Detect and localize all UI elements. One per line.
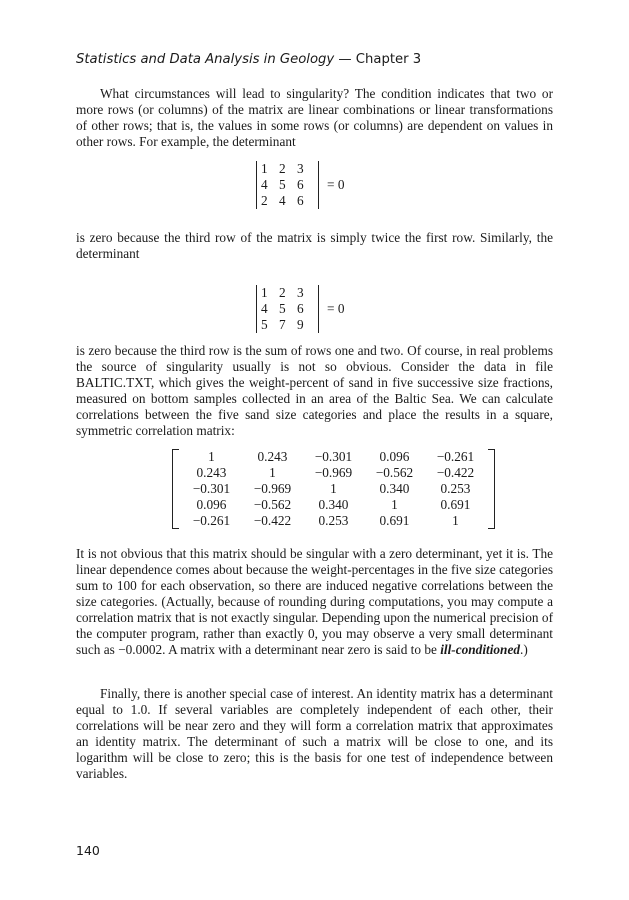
det-cell: 7 (279, 317, 286, 332)
paragraph-identity-matrix: Finally, there is another special case of interest. An identity matrix has a determinant equal to 1.0. If several variables are completely independent of each other, their correlations will be near zero and they will form a correlation matrix that approximates an identity matrix. The determinant of such a matrix will be close to one, and its logarithm will be close to zero; this is the basis for one test of independence between variables. (76, 686, 553, 781)
det-cell: 5 (279, 301, 286, 316)
det-row (261, 161, 315, 177)
matrix-cell: 1 (330, 481, 337, 496)
det-row (261, 285, 315, 301)
det-cell: 9 (297, 317, 304, 332)
matrix-cell: 1 (391, 497, 398, 512)
paragraph-ill-conditioned (76, 546, 553, 658)
matrix-cell: −0.562 (375, 465, 414, 480)
det-cell: 2 (279, 285, 286, 300)
paragraph-singularity: What circumstances will lead to singularity? The condition indicates that two or more rows (or columns) of the matrix are linear combinations or linear transformations of other rows; that is, the values in some rows (or columns) are dependent on values in other rows. For example, the determinant (76, 86, 553, 149)
matrix-left-bracket (172, 449, 179, 529)
correlation-matrix (172, 449, 495, 529)
det-cell: 6 (297, 177, 304, 192)
det-cell: 5 (279, 177, 286, 192)
det-equals: = 0 (327, 177, 345, 192)
matrix-cell: −0.969 (314, 465, 353, 480)
det-cell: 1 (261, 161, 268, 176)
det-cell: 5 (261, 317, 268, 332)
matrix-row (181, 513, 486, 529)
matrix-cell: 0.243 (257, 449, 288, 464)
matrix-cell: 1 (208, 449, 215, 464)
matrix-cell: 0.340 (379, 481, 410, 496)
det-row (261, 301, 315, 317)
header-separator: — (334, 52, 356, 67)
matrix-right-bracket (488, 449, 495, 529)
matrix-row (181, 465, 486, 481)
matrix-cell: −0.301 (192, 481, 231, 496)
paragraph-twice-first-row: is zero because the third row of the matrix is simply twice the first row. Similarly, the determinant (76, 230, 553, 261)
matrix-cell: 0.253 (318, 513, 349, 528)
matrix-cell: 0.253 (440, 481, 471, 496)
paragraph-text: It is not obvious that this matrix should be singular with a zero determinant, yet it is. The linear dependence comes about because the weight-percentages in the five size categories sum to 100 for each observation, so there are induced negative correlations between the size categories. (Actually, because of rounding during computations, you may compute a correlation matrix that is not exactly singular. Depending upon the numerical precision of the computer program, rather than exactly 0, you may observe a very small determinant such as −0.0002. A matrix with a determinant near zero is said to be (76, 546, 553, 657)
matrix-cell: 0.340 (318, 497, 349, 512)
matrix-row (181, 497, 486, 513)
determinant-twice-row (256, 161, 344, 209)
determinant-sum-rows (256, 285, 344, 333)
det-cell: 4 (279, 193, 286, 208)
det-equals: = 0 (327, 301, 345, 316)
matrix-cell: 0.691 (379, 513, 410, 528)
paragraph-baltic-data: is zero because the third row is the sum of rows one and two. Of course, in real problems the source of singularity usually is not so obvious. Consider the data in file BALTIC.TXT, which gives the weight-percent of sand in five successive size fractions, measured on bottom samples collected in an area of the Baltic Sea. We can calculate correlations between the five sand size categories and place the results in a square, symmetric correlation matrix: (76, 343, 553, 438)
det-cell: 2 (279, 161, 286, 176)
matrix-cell: 0.096 (196, 497, 227, 512)
chapter-label: Chapter 3 (355, 52, 422, 67)
matrix-cell: 1 (269, 465, 276, 480)
paragraph-text-end: .) (520, 642, 528, 657)
det-cell: 3 (297, 161, 304, 176)
det-row (261, 193, 315, 209)
matrix-cell: −0.422 (436, 465, 475, 480)
determinant-body (256, 161, 319, 209)
det-cell: 4 (261, 301, 268, 316)
det-cell: 6 (297, 301, 304, 316)
matrix-cell: −0.261 (436, 449, 475, 464)
matrix-cell: −0.261 (192, 513, 231, 528)
matrix-cell: −0.969 (253, 481, 292, 496)
matrix-cell: 0.243 (196, 465, 227, 480)
matrix-cell: −0.562 (253, 497, 292, 512)
det-cell: 1 (261, 285, 268, 300)
matrix-row (181, 481, 486, 497)
determinant-body (256, 285, 319, 333)
matrix-cell: 1 (452, 513, 459, 528)
running-head (76, 52, 421, 67)
matrix-cell: −0.301 (314, 449, 353, 464)
det-cell: 2 (261, 193, 268, 208)
matrix-cell: −0.422 (253, 513, 292, 528)
matrix-cell: 0.096 (379, 449, 410, 464)
ill-conditioned-term: ill-conditioned (440, 642, 521, 657)
det-row (261, 177, 315, 193)
matrix-cell: 0.691 (440, 497, 471, 512)
det-cell: 6 (297, 193, 304, 208)
book-title: Statistics and Data Analysis in Geology (76, 52, 335, 67)
det-cell: 3 (297, 285, 304, 300)
matrix-body (179, 449, 488, 529)
book-page (76, 0, 553, 900)
matrix-row (181, 449, 486, 465)
det-row (261, 317, 315, 333)
page-number: 140 (76, 843, 100, 858)
det-cell: 4 (261, 177, 268, 192)
